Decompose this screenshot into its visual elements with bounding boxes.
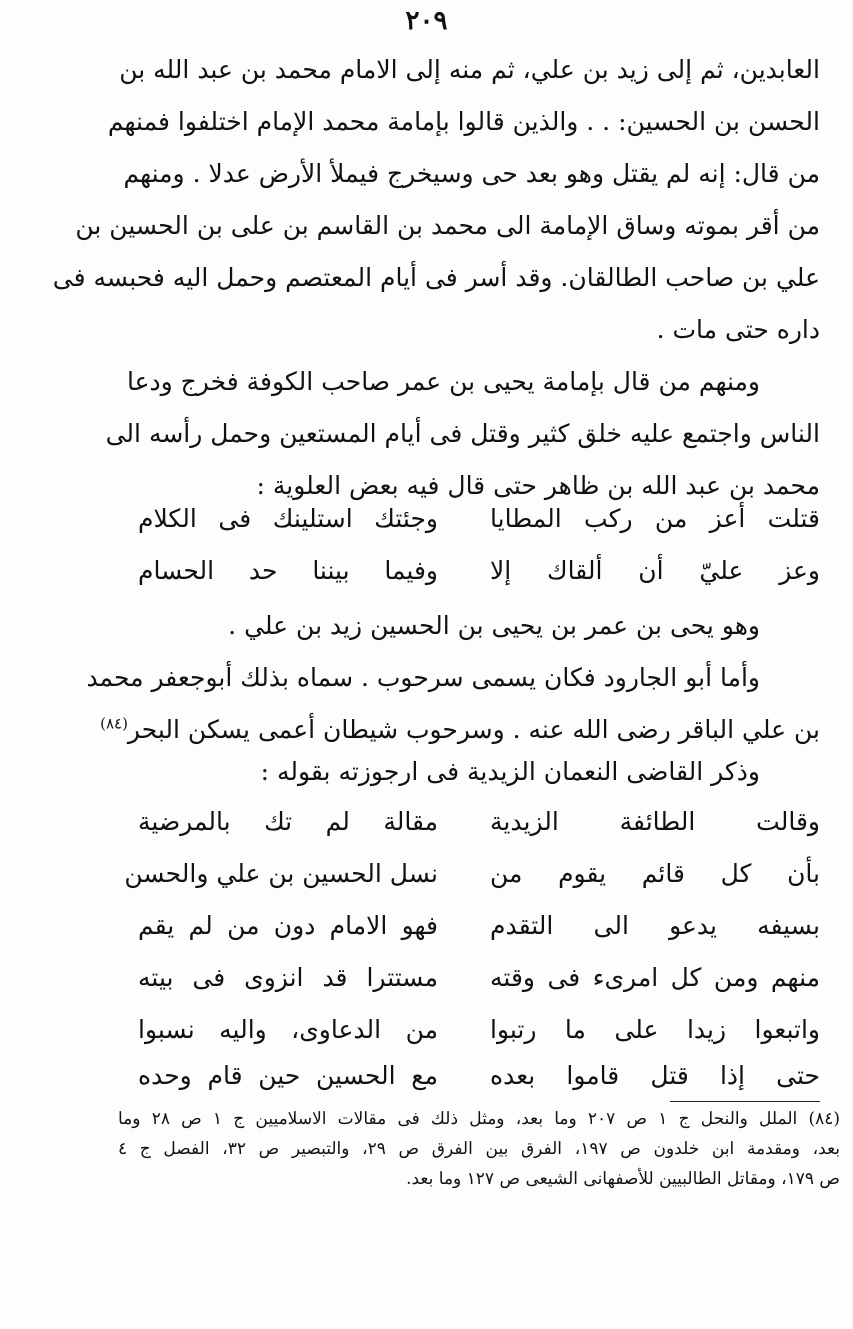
body-line: من أقر بموته وساق الإمامة الى محمد بن القاسم بن على بن الحسين بن [75,211,820,240]
body-line: علي بن صاحب الطالقان. وقد أسر فى أيام المعتصم وحمل اليه فحبسه فى [52,263,820,292]
poem-verse [138,952,820,1004]
verse-second-hemistich: وجئتك استلينك فى الكلام [138,504,438,533]
footnote-marker: (٨٤) [100,714,128,733]
body-line: من قال: إنه لم يقتل وهو بعد حى وسيخرج فيملأ الأرض عدلا . ومنهم [123,159,820,188]
footnote-line: بعد، ومقدمة ابن خلدون ص ١٩٧، الفرق بين الفرق ص ٢٩، والتبصير ص ٣٢، الفصل ج ٤ [118,1139,841,1159]
verse-second-hemistich: مع الحسين حين قام وحده [138,1061,438,1090]
verse-second-hemistich: وفيما بيننا حد الحسام [138,556,438,585]
poem-verse [138,493,820,545]
verse-first-hemistich: وقالت الطائفة الزيدية [490,807,820,836]
verse-second-hemistich: من الدعاوى، واليه نسبوا [138,1015,438,1044]
verse-first-hemistich: بأن كل قائم يقوم من [490,859,820,888]
poem-verse [124,848,820,900]
body-line: ومنهم من قال بإمامة يحيى بن عمر صاحب الكوفة فخرج ودعا [126,367,760,396]
body-line: وذكر القاضى النعمان الزيدية فى ارجوزته بقوله : [260,757,760,786]
poem-verse [138,545,820,597]
footnote-separator [670,1101,820,1102]
body-line: محمد بن عبد الله بن ظاهر حتى قال فيه بعض العلوية : [256,471,820,500]
poem-verse [138,1050,820,1102]
body-line-text: بن علي الباقر رضى الله عنه . وسرحوب شيطان أعمى يسكن البحر [127,715,820,744]
verse-second-hemistich: مستترا قد انزوى فى بيته [138,963,438,992]
poem-verse [138,796,820,848]
body-line: الناس واجتمع عليه خلق كثير وقتل فى أيام المستعين وحمل رأسه الى [105,419,820,448]
body-line: العابدين، ثم إلى زيد بن علي، ثم منه إلى الامام محمد بن عبد الله بن [119,55,820,84]
verse-first-hemistich: منهم ومن كل امرىء فى وقته [490,963,820,992]
verse-first-hemistich: واتبعوا زيدا على ما رتبوا [490,1015,820,1044]
verse-second-hemistich: فهو الامام دون من لم يقم [138,911,438,940]
body-line: وأما أبو الجارود فكان يسمى سرحوب . سماه بذلك أبوجعفر محمد [86,663,760,692]
footnote-line: (٨٤) الملل والنحل ج ١ ص ٢٠٧ وما بعد، ومثل ذلك فى مقالات الاسلاميين ج ١ ص ٢٨ وما [118,1109,840,1129]
verse-first-hemistich: قتلت أعز من ركب المطايا [490,504,820,533]
body-line: داره حتى مات . [656,315,820,344]
verse-first-hemistich: حتى إذا قتل قاموا بعده [490,1061,820,1090]
verse-second-hemistich: نسل الحسين بن علي والحسن [124,859,438,888]
body-line: وهو يحى بن عمر بن يحيى بن الحسين زيد بن علي . [228,611,760,640]
verse-second-hemistich: مقالة لم تك بالمرضية [138,807,438,836]
page-number: ٢٠٩ [405,6,448,36]
poem-verse [138,1004,820,1056]
poem-verse [138,900,820,952]
verse-first-hemistich: بسيفه يدعو الى التقدم [490,911,820,940]
verse-first-hemistich: وعز عليّ أن ألقاك إلا [490,556,820,585]
body-line: الحسن بن الحسين: . . والذين قالوا بإمامة محمد الإمام اختلفوا فمنهم [107,107,820,136]
footnote-line: ص ١٧٩، ومقاتل الطالبيين للأصفهانى الشيعى ص ١٢٧ وما بعد. [406,1169,840,1189]
